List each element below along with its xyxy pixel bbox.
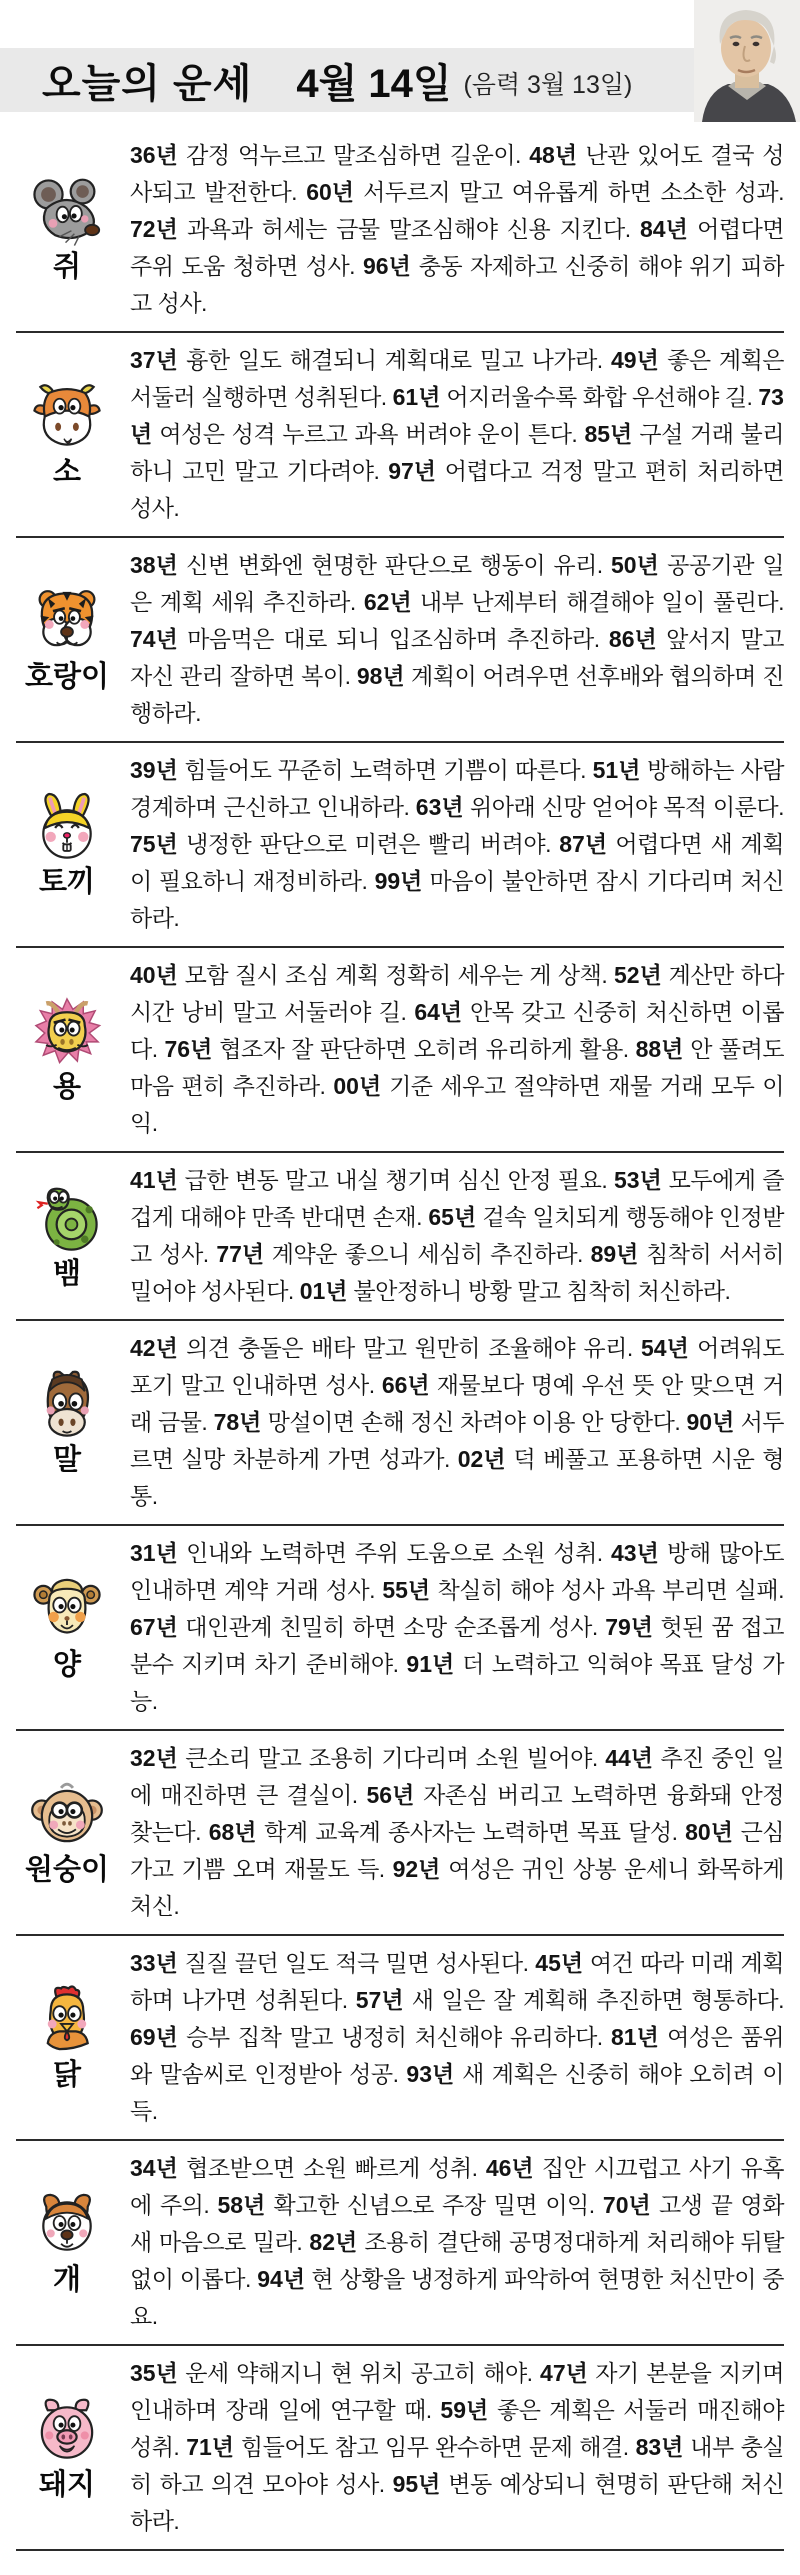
fortune-text: 41년 급한 변동 말고 내실 챙기며 심신 안정 필요. 53년 모두에게 즐겁게 대해야 만족 반대면 손재. 65년 겉속 일치되게 행동해야 인정받고 성사. 77년 계약운 좋으니 세심히 추진하라. 89년 침착히 서서히 밀어야 성사된다. 01년 불안정하니 방황 말고 침착히 처신하라. [130,1167,784,1304]
rat-icon [25,176,109,250]
rabbit-icon [25,791,109,865]
zodiac-section-snake [16,1153,784,1321]
animal-label: 닭 [52,2059,81,2091]
fortune-text: 37년 흉한 일도 해결되니 계획대로 밀고 나가라. 49년 좋은 계획은 서둘러 실행하면 성취된다. 61년 어지러울수록 화합 우선해야 길. 73년 여성은 성격 누르고 과욕 버려야 운이 튼다. 85년 구설 거래 불리하니 고민 말고 기다려야. 97년 어렵다고 걱정 말고 편히 처리하면 성사. [130,347,784,521]
tiger-icon [25,586,109,660]
fortune-text: 42년 의견 충돌은 배타 말고 원만히 조율해야 유리. 54년 어려워도 포기 말고 인내하면 성사. 66년 재물보다 명예 우선 뜻 안 맞으면 거래 금물. 78년 망설이면 손해 정신 차려야 이용 안 당한다. 90년 서두르면 실망 차분하게 가면 성과가. 02년 덕 베풀고 포용하면 시운 형통. [130,1335,785,1509]
animal-column [16,2394,118,2501]
header-date: 4월 14일 [296,61,452,106]
fortune-teller-photo [694,0,800,122]
page-title: 오늘의 운세 [42,61,253,106]
animal-label: 양 [52,1649,81,1681]
animal-column [16,1779,118,1886]
animal-label: 호랑이 [24,661,110,693]
animal-column [16,2189,118,2296]
animal-column [16,996,118,1103]
header-bar [0,48,700,112]
dog-icon [25,2189,109,2263]
fortune-text: 39년 힘들어도 꾸준히 노력하면 기쁨이 따른다. 51년 방해하는 사람 경계하며 근신하고 인내하라. 63년 위아래 신망 얻어야 목적 이룬다. 75년 냉정한 판단으로 미련은 빨리 버려야. 87년 어렵다면 새 계획이 필요하니 재정비하라. 99년 마음이 불안하면 잠시 기다리며 처신하라. [130,757,785,931]
zodiac-section-dog [16,2141,784,2346]
sheep-icon [25,1574,109,1648]
snake-icon [25,1183,109,1257]
zodiac-section-tiger [16,538,784,743]
fortune-text: 40년 모함 질시 조심 계획 정확히 세우는 게 상책. 52년 계산만 하다 시간 낭비 말고 서둘러야 길. 64년 안목 갖고 신중히 처신하면 이롭다. 76년 협조자 잘 판단하면 오히려 유리하게 활용. 88년 안 풀려도 마음 편히 추진하라. 00년 기준 세우고 절약하면 재물 거래 모두 이익. [130,962,785,1136]
animal-label: 뱀 [52,1257,81,1290]
zodiac-section-sheep [16,1526,784,1731]
animal-column [16,1183,118,1290]
dragon-icon [25,996,109,1070]
animal-label: 말 [52,1444,81,1476]
fortune-text: 38년 신변 변화엔 현명한 판단으로 행동이 유리. 50년 공공기관 일은 계획 세워 추진하라. 62년 내부 난제부터 해결해야 일이 풀린다. 74년 마음먹은 대로 되니 입조심하며 추진하라. 86년 앞서지 말고 자신 관리 잘하면 복이. 98년 계획이 어려우면 선후배와 협의하며 진행하라. [130,552,784,726]
animal-column [16,381,118,488]
fortune-text: 35년 운세 약해지니 현 위치 공고히 해야. 47년 자기 본분을 지키며 인내하며 장래 일에 연구할 때. 59년 좋은 계획은 서둘러 매진해야 성취. 71년 힘들어도 참고 임무 완수하면 문제 해결. 83년 내부 충실히 하고 의견 모아야 성사. 95년 변동 예상되니 현명히 판단해 처신하라. [130,2360,785,2534]
animal-label: 개 [52,2264,81,2296]
zodiac-section-dragon [16,948,784,1153]
horse-icon [25,1369,109,1443]
pig-icon [25,2394,109,2468]
fortune-text: 32년 큰소리 말고 조용히 기다리며 소원 빌어야. 44년 추진 중인 일에 매진하면 큰 결실이. 56년 자존심 버리고 노력하면 융화돼 안정 찾는다. 68년 학계 교육계 종사자는 노력하면 목표 달성. 80년 근심 가고 기쁨 오며 재물도 득. 92년 여성은 귀인 상봉 운세니 화목하게 처신. [130,1745,785,1919]
header [0,0,800,124]
animal-label: 소 [52,456,81,488]
zodiac-section-monkey [16,1731,784,1936]
zodiac-section-ox [16,333,784,538]
animal-label: 용 [52,1071,81,1103]
zodiac-section-rooster [16,1936,784,2141]
animal-column [16,1984,118,2091]
header-lunar-date: (음력 3월 13일) [463,71,633,99]
zodiac-section-rabbit [16,743,784,948]
animal-column [16,1574,118,1681]
animal-label: 원숭이 [24,1854,110,1886]
animal-label: 쥐 [52,251,81,283]
ox-icon [25,381,109,455]
rooster-icon [25,1984,109,2058]
animal-column [16,176,118,283]
zodiac-section-pig [16,2346,784,2551]
animal-column [16,791,118,898]
zodiac-sections-list [0,124,800,2575]
fortune-text: 36년 감정 억누르고 말조심하면 길운이. 48년 난관 있어도 결국 성사되고 발전한다. 60년 서두르지 말고 여유롭게 하면 소소한 성과. 72년 과욕과 허세는 금물 말조심해야 신용 지킨다. 84년 어렵다면 주위 도움 청하면 성사. 96년 충동 자제하고 신중히 해야 위기 피하고 성사. [130,142,785,316]
fortune-text: 34년 협조받으면 소원 빠르게 성취. 46년 집안 시끄럽고 사기 유혹에 주의. 58년 확고한 신념으로 주장 밀면 이익. 70년 고생 끝 영화 새 마음으로 밀라. 82년 조용히 결단해 공명정대하게 처리해야 뒤탈 없이 이롭다. 94년 현 상황을 냉정하게 파악하여 현명한 처신만이 중요. [130,2155,785,2329]
zodiac-section-rat [16,128,784,333]
animal-label: 돼지 [38,2469,96,2501]
animal-column [16,586,118,693]
animal-column [16,1369,118,1476]
monkey-icon [25,1779,109,1853]
fortune-text: 31년 인내와 노력하면 주위 도움으로 소원 성취. 43년 방해 많아도 인내하면 계약 거래 성사. 55년 착실히 해야 성사 과욕 부리면 실패. 67년 대인관계 친밀히 하면 소망 순조롭게 성사. 79년 헛된 꿈 접고 분수 지키며 차기 준비해야. 91년 더 노력하고 익혀야 목표 달성 가능. [130,1540,784,1714]
animal-label: 토끼 [38,866,96,898]
zodiac-section-horse [16,1321,784,1526]
fortune-text: 33년 질질 끌던 일도 적극 밀면 성사된다. 45년 여건 따라 미래 계획하며 나가면 성취된다. 57년 새 일은 잘 계획해 추진하면 형통하다. 69년 승부 집착 말고 냉정히 처신해야 유리하다. 81년 여성은 품위와 말솜씨로 인정받아 성공. 93년 새 계획은 신중히 해야 오히려 이득. [130,1950,784,2124]
